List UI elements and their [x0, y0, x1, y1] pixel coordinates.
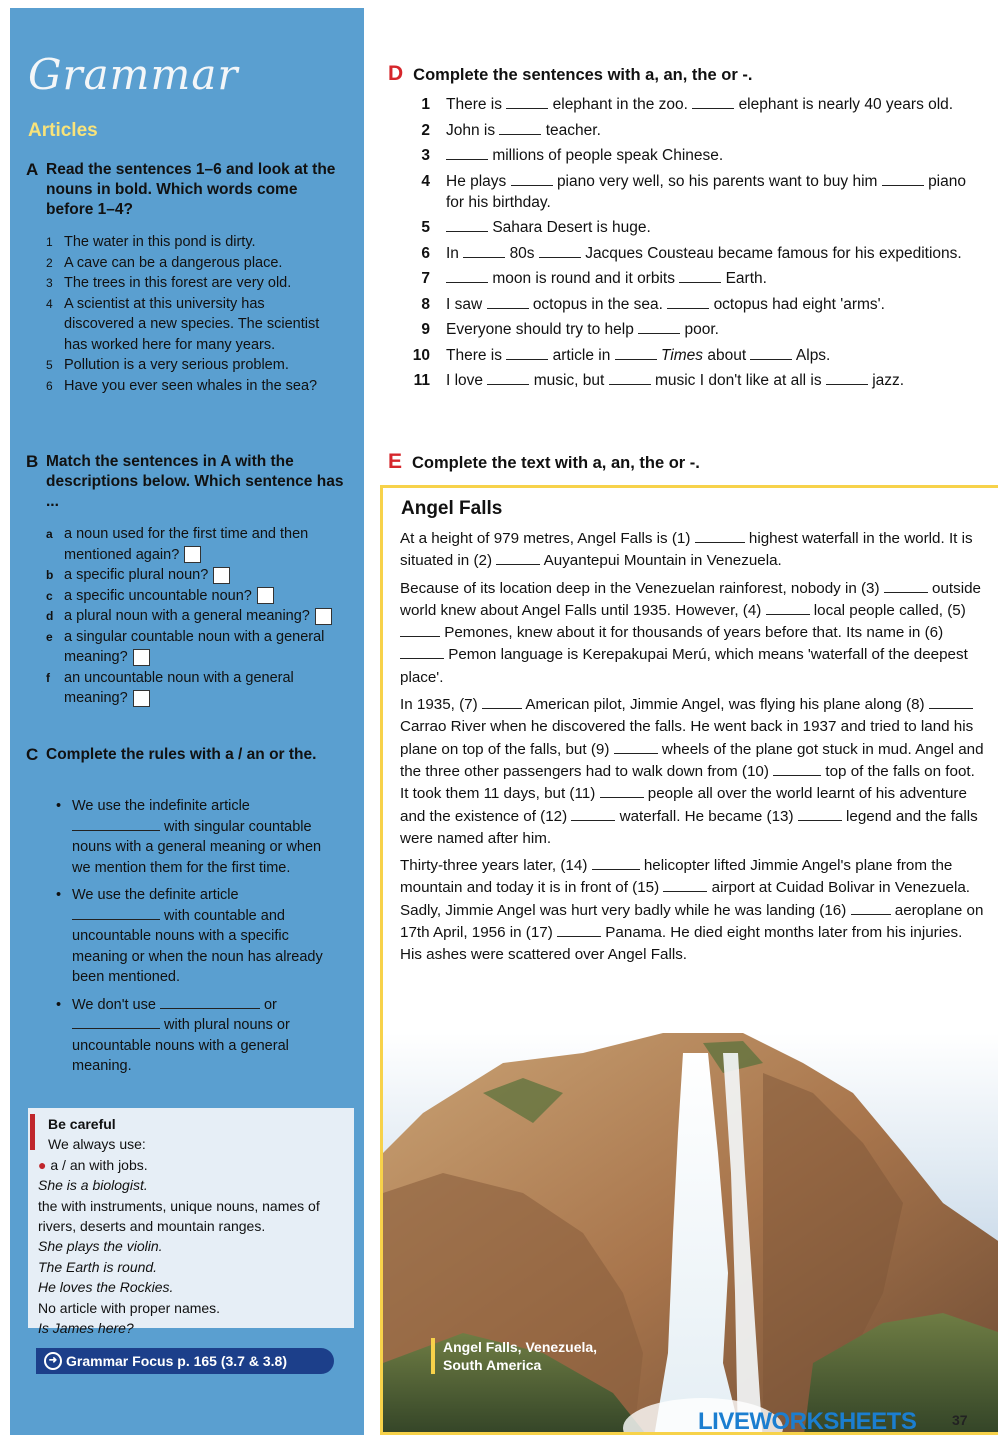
p4-e: Panama. He died eight months later from his injuries. His ashes were scattered over Angel Falls.: [400, 924, 963, 964]
item-text: jazz.: [872, 372, 905, 389]
rule-3-start: We don't use: [72, 996, 156, 1013]
description-list-b: [46, 524, 346, 709]
answer-blank[interactable]: [487, 384, 529, 385]
gap-8[interactable]: [929, 708, 973, 709]
grammar-focus-label: Grammar Focus p. 165 (3.7 & 3.8): [66, 1353, 287, 1369]
description-b-letter: b: [46, 568, 54, 582]
rule-2-end: with countable and uncountable nouns with a specific meaning or when the noun has already been mentioned.: [72, 907, 323, 985]
sentence-a-number: 5: [46, 358, 53, 372]
gap-4[interactable]: [766, 614, 810, 615]
p2-d: Pemones, knew about it for thousands of years before that. Its name in (6): [444, 624, 944, 642]
rule-3-blank-2[interactable]: [72, 1028, 160, 1029]
item-text: millions of people speak Chinese.: [492, 147, 724, 164]
careful-example-2: She plays the violin.: [38, 1238, 163, 1255]
section-c-letter: C: [26, 745, 39, 764]
section-d-letter: D: [388, 62, 404, 85]
section-d-heading: [388, 62, 752, 86]
exercise-d-item-11: [406, 370, 966, 391]
item-text: In: [446, 244, 459, 262]
item-text: Earth.: [725, 270, 767, 287]
sentence-a-text: The trees in this forest are very old.: [64, 275, 292, 291]
sentence-a-text: The water in this pond is dirty.: [64, 234, 256, 250]
gap-17[interactable]: [557, 936, 601, 937]
item-text: There is: [446, 346, 502, 364]
exercise-d-item-10: [406, 345, 966, 366]
answer-checkbox[interactable]: [213, 567, 230, 584]
exercise-d-item-3: [406, 145, 966, 166]
paragraph-1: [400, 528, 985, 573]
sentence-a-number: 6: [46, 378, 53, 393]
answer-checkbox[interactable]: [315, 608, 332, 625]
item-text: teacher.: [545, 121, 601, 139]
exercise-d-item-5: [406, 217, 966, 238]
p2-e: Pemon language is Kerepakupai Merú, which means 'waterfall of the deepest place'.: [400, 646, 968, 686]
gap-1[interactable]: [695, 542, 745, 543]
answer-blank[interactable]: [446, 282, 488, 283]
sentence-a-number: 2: [46, 255, 53, 270]
paragraph-4: [400, 855, 985, 966]
answer-checkbox[interactable]: [133, 690, 150, 707]
sentence-a-5: [46, 355, 336, 376]
item-text: Everyone should try to help: [446, 321, 634, 338]
answer-blank[interactable]: [615, 359, 657, 360]
rule-3-blank-1[interactable]: [160, 1008, 260, 1009]
exercise-d-number: 3: [421, 147, 430, 164]
gap-5[interactable]: [400, 636, 440, 637]
item-text: elephant is nearly 40 years old.: [738, 96, 954, 113]
p1-b: highest waterfall in the world. It is situated in (2): [400, 530, 973, 570]
section-e-letter: E: [388, 450, 403, 473]
answer-blank[interactable]: [446, 231, 488, 232]
item-text: article in: [552, 346, 611, 364]
item-text: I saw: [446, 295, 483, 313]
description-b-d: [46, 606, 346, 627]
p2-a: Because of its location deep in the Venezuelan rainforest, nobody in (3): [400, 579, 880, 597]
item-text: octopus in the sea.: [532, 295, 663, 313]
p2-c: local people called, (5): [813, 601, 966, 619]
careful-line-4: [38, 1236, 354, 1256]
answer-blank[interactable]: [463, 257, 505, 258]
item-text: 80s: [509, 244, 535, 262]
answer-blank[interactable]: [882, 185, 924, 186]
careful-line-1-text: a / an with jobs.: [50, 1156, 148, 1173]
answer-checkbox[interactable]: [184, 546, 201, 563]
item-text: piano very well, so his parents want to buy him: [556, 172, 878, 190]
item-text: music, but: [533, 372, 605, 389]
description-b-text: a specific plural noun?: [64, 567, 209, 583]
description-b-letter: f: [46, 670, 50, 685]
description-b-text: a specific uncountable noun?: [64, 587, 252, 604]
exercise-d-item-1: [406, 94, 966, 115]
careful-example-5: Is James here?: [38, 1320, 134, 1337]
exercise-d-number: 7: [421, 270, 430, 287]
section-b-letter: B: [26, 452, 39, 471]
answer-checkbox[interactable]: [257, 587, 274, 604]
p3-a: In 1935, (7): [400, 696, 478, 714]
p4-d: aeroplane on 17th April, 1956 in (17): [400, 901, 984, 942]
section-d-instructions: Complete the sentences with a, an, the or -.: [413, 66, 753, 84]
description-b-letter: a: [46, 527, 53, 541]
exercise-d-number: 11: [413, 372, 430, 389]
sentence-a-text: A scientist at this university has discovered a new species. The scientist has worked here for many years.: [64, 295, 320, 353]
gap-12[interactable]: [571, 820, 615, 821]
gap-16[interactable]: [851, 914, 891, 915]
item-text: John is: [446, 121, 496, 139]
item-text: about: [707, 346, 747, 364]
grammar-title: Grammar: [28, 50, 239, 99]
description-b-b: [46, 565, 346, 586]
right-column: [370, 0, 1000, 1443]
p2-b: outside world knew about Angel Falls until 1935. However, (4): [400, 579, 982, 619]
section-b: [26, 452, 346, 512]
arrow-circle-icon: ➜: [44, 1352, 62, 1370]
rule-3: • We don't use or with plural nouns or uncountable nouns with a general meaning.: [56, 996, 290, 1074]
exercise-d-item-2: [406, 120, 966, 141]
sentence-list-a: [46, 232, 336, 396]
gap-10[interactable]: [773, 775, 821, 776]
answer-blank[interactable]: [511, 185, 553, 186]
exercise-d-item-8: [406, 294, 966, 315]
section-a: [26, 160, 346, 220]
careful-example-1: She is a biologist.: [38, 1177, 148, 1194]
rule-1-end: with singular countable nouns with a general meaning or when we mention them for the first time.: [72, 818, 322, 876]
item-text: elephant in the zoo.: [552, 96, 688, 113]
gap-7[interactable]: [482, 708, 522, 709]
section-e-instructions: Complete the text with a, an, the or -.: [412, 454, 700, 472]
gap-14[interactable]: [592, 869, 640, 870]
section-c: [26, 745, 346, 765]
answer-blank[interactable]: [499, 134, 541, 135]
answer-blank[interactable]: [692, 108, 734, 109]
rule-1-start: We use the indefinite article: [72, 798, 250, 814]
sentence-a-4: [46, 294, 336, 356]
exercise-d-number: 10: [412, 346, 430, 364]
careful-line-1: ● a / an with jobs.: [38, 1156, 148, 1173]
sentence-a-text: Have you ever seen whales in the sea?: [64, 377, 318, 394]
careful-line-8: [38, 1318, 354, 1338]
description-b-letter: e: [46, 629, 53, 644]
angel-falls-textbox: [380, 485, 998, 1435]
be-careful-box: [28, 1108, 354, 1337]
p3-b: American pilot, Jimmie Angel, was flying his plane along (8): [525, 696, 925, 714]
exercise-d-number: 8: [421, 295, 430, 313]
exercise-d-item-7: [406, 268, 966, 289]
answer-blank[interactable]: [667, 308, 709, 309]
gap-13[interactable]: [798, 820, 842, 821]
exercise-d-item-9: [406, 319, 966, 340]
item-text: Sahara Desert is huge.: [492, 219, 651, 236]
rule-2: • We use the definite article with countable and uncountable nouns with a specific meaning or when the noun has already been mentioned.: [56, 887, 323, 985]
description-b-text: a plural noun with a general meaning?: [64, 608, 310, 624]
exercise-d-number: 1: [421, 96, 430, 113]
paragraph-2: [400, 578, 985, 689]
sentence-a-6: [46, 376, 336, 397]
exercise-d-number: 9: [421, 321, 430, 338]
item-text: moon is round and it orbits: [492, 270, 675, 287]
gap-3[interactable]: [884, 592, 928, 593]
rule-1-blank[interactable]: [72, 830, 160, 831]
p1-c: Auyantepui Mountain in Venezuela.: [543, 552, 782, 570]
p3-c: Carrao River when he discovered the falls. He went back in 1937 and tried to land his plane on top of the falls, but (9): [400, 718, 974, 758]
rule-1: • We use the indefinite article with singular countable nouns with a general meaning or when we mention them for the first time.: [56, 798, 322, 876]
gap-15[interactable]: [663, 891, 707, 892]
liveworksheets-watermark: LIVEWORKSHEETS: [698, 1408, 917, 1435]
answer-blank[interactable]: [506, 359, 548, 360]
description-b-text: a singular countable noun with a general meaning?: [64, 628, 325, 665]
answer-blank[interactable]: [750, 359, 792, 360]
be-careful-sub: We always use:: [48, 1136, 146, 1153]
caption-line-1: Angel Falls, Venezuela,: [443, 1339, 598, 1355]
careful-line-6: [38, 1277, 354, 1297]
be-careful-bar: [30, 1114, 35, 1150]
section-a-instructions: Read the sentences 1–6 and look at the nouns in bold. Which words come before 1–4?: [46, 161, 336, 218]
caption-line-2: South America: [443, 1357, 542, 1373]
page-number: 37: [952, 1412, 968, 1428]
p3-g: waterfall. He became (13): [619, 807, 794, 825]
sentence-a-1: [46, 232, 336, 253]
answer-blank[interactable]: [826, 384, 868, 385]
p3-h: legend and the falls were named after him.: [400, 807, 978, 847]
section-e-heading: [388, 450, 700, 474]
answer-blank[interactable]: [487, 308, 529, 309]
exercise-d-number: 4: [421, 172, 430, 190]
item-text: Alps.: [795, 346, 831, 364]
description-b-a: [46, 524, 346, 565]
item-text: He plays: [446, 172, 507, 190]
exercise-d-number: 2: [421, 121, 430, 139]
item-text: music I don't like at all is: [654, 372, 822, 389]
grammar-focus-link[interactable]: [36, 1348, 334, 1374]
description-b-text: an uncountable noun with a general meaning?: [64, 669, 294, 706]
p1-a: At a height of 979 metres, Angel Falls is (1): [400, 530, 691, 547]
description-b-letter: c: [46, 588, 53, 603]
exercise-d-number: 5: [421, 219, 430, 236]
answer-blank[interactable]: [539, 257, 581, 258]
sentence-a-number: 3: [46, 276, 53, 290]
description-b-text: a noun used for the first time and then mentioned again?: [64, 526, 309, 563]
careful-line-7: No article with proper names.: [38, 1299, 221, 1316]
sentence-a-number: 4: [46, 296, 53, 311]
angel-falls-title: Angel Falls: [401, 498, 503, 519]
description-b-f: [46, 668, 346, 709]
careful-line-5: [38, 1257, 354, 1277]
description-b-e: [46, 627, 346, 668]
gap-2[interactable]: [496, 564, 540, 565]
answer-blank[interactable]: [638, 333, 680, 334]
sentence-a-text: A cave can be a dangerous place.: [64, 254, 283, 271]
exercise-d-item-6: [406, 243, 966, 264]
answer-blank[interactable]: [679, 282, 721, 283]
careful-line-2: [38, 1175, 354, 1195]
p4-b: helicopter lifted Jimmie Angel's plane from the mountain and today it is in front of (15): [400, 857, 953, 897]
gap-11[interactable]: [600, 797, 644, 798]
rule-2-blank[interactable]: [72, 919, 160, 920]
rule-3-or: or: [263, 996, 277, 1013]
angel-falls-photo: [383, 1033, 998, 1435]
paragraph-3: [400, 694, 985, 850]
exercise-d-item-4: [406, 171, 966, 213]
section-c-instructions: Complete the rules with a / an or the.: [46, 746, 317, 763]
careful-example-3: The Earth is round.: [38, 1258, 158, 1275]
sentence-a-text: Pollution is a very serious problem.: [64, 357, 289, 373]
item-text: I love: [446, 372, 484, 389]
section-b-instructions: Match the sentences in A with the descriptions below. Which sentence has ...: [46, 453, 344, 510]
description-b-c: [46, 586, 346, 607]
rule-3-end: with plural nouns or uncountable nouns with a general meaning.: [72, 1017, 290, 1074]
item-italic-text: Times: [660, 346, 704, 364]
sentence-a-3: [46, 273, 336, 294]
sentence-a-2: [46, 253, 336, 274]
answer-checkbox[interactable]: [133, 649, 150, 666]
articles-subtitle: Articles: [28, 120, 98, 141]
item-text: poor.: [684, 321, 719, 338]
angel-falls-text: [400, 528, 985, 972]
p4-a: Thirty-three years later, (14): [400, 857, 588, 875]
rule-2-start: We use the definite article: [72, 887, 239, 903]
careful-example-4: He loves the Rockies.: [38, 1279, 174, 1296]
item-text: There is: [446, 96, 502, 113]
item-text: piano for his birthday.: [446, 172, 966, 211]
p3-d: wheels of the plane got stuck in mud. Angel and the three other passengers had to walk down from (10): [400, 740, 984, 780]
p3-f: people all over the world learnt of his adventure and the existence of (12): [400, 785, 967, 825]
section-a-letter: A: [26, 160, 39, 179]
exercise-d-list: [406, 94, 966, 396]
p4-c: airport at Cuidad Bolivar in Venezuela. Sadly, Jimmie Angel was hurt very badly while he was landing (16): [400, 879, 970, 919]
photo-caption: [431, 1338, 597, 1374]
gap-9[interactable]: [614, 753, 658, 754]
rules-list: [46, 796, 341, 1084]
sentence-a-number: 1: [46, 235, 53, 249]
p3-e: top of the falls on foot. It took them 11 days, but (11): [400, 762, 975, 803]
item-text: Jacques Cousteau became famous for his expeditions.: [585, 244, 962, 262]
description-b-letter: d: [46, 609, 54, 623]
answer-blank[interactable]: [506, 108, 548, 109]
item-text: octopus had eight 'arms'.: [713, 295, 885, 313]
gap-6[interactable]: [400, 658, 444, 659]
exercise-d-number: 6: [421, 244, 430, 262]
be-careful-title: Be careful: [48, 1116, 116, 1132]
answer-blank[interactable]: [446, 159, 488, 160]
careful-line-3: the with instruments, unique nouns, names of rivers, deserts and mountain ranges.: [38, 1197, 320, 1235]
answer-blank[interactable]: [609, 384, 651, 385]
